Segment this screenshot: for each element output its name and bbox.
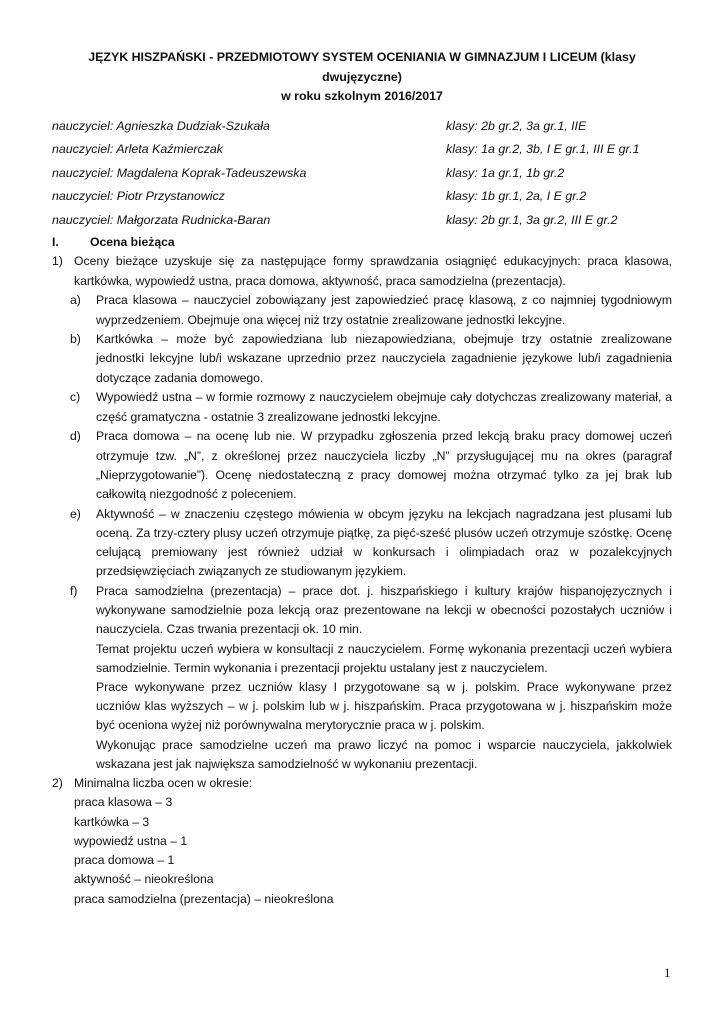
sub-text-p4: Wykonując prace samodzielne uczeń ma prawo liczyć na pomoc i wsparcie nauczyciela, jakkolwiek wskazana jest jak największa samodzielność w wykonaniu prezentacji. <box>96 737 672 771</box>
teacher-classes: klasy: 1a gr.2, 3b, I E gr.1, III E gr.1 <box>446 142 640 157</box>
teacher-classes: klasy: 1a gr.1, 1b gr.2 <box>446 165 565 180</box>
section-number: I. <box>52 235 59 250</box>
sub-item-e <box>70 505 672 582</box>
document-page <box>52 48 672 909</box>
teacher-row <box>52 185 672 209</box>
item-text: Minimalna liczba ocen w okresie: <box>74 775 253 790</box>
section-title: Ocena bieżąca <box>90 235 175 250</box>
item-number: 2) <box>52 775 63 790</box>
page-number: 1 <box>664 965 671 980</box>
item-text: Oceny bieżące uzyskuje się za następujące formy sprawdzania osiągnięć edukacyjnych: praca klasowa, kartkówka, wypowiedź ustna, praca domowa, aktywność, praca samodzielna (prezentacja). <box>74 254 672 288</box>
sub-text: Praca klasowa – nauczyciel zobowiązany jest zapowiedzieć pracę klasową, z co najmniej tygodniowym wyprzedzeniem. Obejmuje ona więcej niż trzy ostatnie zrealizowane jednostki lekcyjne. <box>96 293 672 327</box>
min-grade-entry: wypowiedź ustna – 1 <box>74 833 188 848</box>
document-title-line2: w roku szkolnym 2016/2017 <box>281 89 443 103</box>
teacher-classes: klasy: 1b gr.1, 2a, I E gr.2 <box>446 189 587 204</box>
min-grade-entry: praca domowa – 1 <box>74 853 175 868</box>
teacher-row <box>52 209 672 233</box>
teacher-name: nauczyciel: Małgorzata Rudnicka-Baran <box>52 212 271 227</box>
teacher-classes: klasy: 2b gr.1, 3a gr.2, III E gr.2 <box>446 212 618 227</box>
sub-item-f <box>70 582 672 774</box>
teachers-list <box>52 115 672 233</box>
document-title-line1: JĘZYK HISZPAŃSKI - PRZEDMIOTOWY SYSTEM OCENIANIA W GIMNAZJUM I LICEUM (klasy dwujęzyczne) <box>88 50 636 84</box>
teacher-row <box>52 162 672 186</box>
teacher-name: nauczyciel: Agnieszka Dudziak-Szukała <box>52 118 270 133</box>
sub-text-p1: Praca samodzielna (prezentacja) – prace dot. j. hiszpańskiego i kultury krajów hispanojęzycznych i wykonywane samodzielnie poza lekcją oraz prezentowane na lekcji w obecności pozostałych uczniów i nauczyciela. Czas trwania prezentacji ok. 10 min. <box>96 583 672 637</box>
sub-text: Aktywność – w znaczeniu częstego mówienia w obcym języku na lekcjach nagradzana jest plusami lub oceną. Za trzy-cztery plusy uczeń otrzymuje piątkę, za pięć-sześć plusów uczeń otrzymuje szóstkę. Ocenę celującą premiowany jest również udział w konkursach i olimpiadach oraz w pozalekcyjnych przedsięwzięciach związanych ze studiowanym językiem. <box>96 506 672 579</box>
sub-label: c) <box>70 390 81 405</box>
teacher-name: nauczyciel: Magdalena Koprak-Tadeuszewska <box>52 165 307 180</box>
sub-item-c <box>70 388 672 426</box>
sub-item-b <box>70 330 672 388</box>
item-number: 1) <box>52 254 63 269</box>
sub-label: e) <box>70 506 81 521</box>
sub-text: Wypowiedź ustna – w formie rozmowy z nauczycielem obejmuje cały dotychczas zrealizowany materiał, a część gramatyczna - ostatnie 3 zrealizowane jednostki lekcyjne. <box>96 390 672 424</box>
sub-item-a <box>70 291 672 329</box>
sub-text-p3: Prace wykonywane przez uczniów klasy I przygotowane są w j. polskim. Prace wykonywane przez uczniów klas wyższych – w j. polskim lub w j. hiszpańskim. Praca przygotowana w j. hiszpańskim może być oceniona wyżej niż porównywalna merytorycznie praca w j. polskim. <box>96 679 672 733</box>
teacher-classes: klasy: 2b gr.2, 3a gr.1, IIE <box>446 118 587 133</box>
sub-text: Praca domowa – na ocenę lub nie. W przypadku zgłoszenia przed lekcją braku pracy domowej uczeń otrzymuje tzw. „N”, z określonej przez nauczyciela liczby „N” przysługującej mu na okres (paragraf „Nieprzygotowanie”). Ocenę niedostateczną z pracy domowej można otrzymać tylko za jej brak lub całkowitą niezgodność z poleceniem. <box>96 429 672 501</box>
section-heading <box>52 233 672 252</box>
sub-label: f) <box>70 583 78 598</box>
min-grade-entry: aktywność – nieokreślona <box>74 872 214 887</box>
teacher-row <box>52 138 672 162</box>
sub-label: a) <box>70 293 81 308</box>
min-grade-entry: praca klasowa – 3 <box>74 795 173 810</box>
sub-item-d <box>70 427 672 504</box>
sub-text-p2: Temat projektu uczeń wybiera w konsultacji z nauczycielem. Formę wykonania prezentacji uczeń wybiera samodzielnie. Termin wykonania i prezentacji projektu ustalany jest z nauczycielem. <box>96 641 672 675</box>
sub-label: d) <box>70 429 81 444</box>
teacher-name: nauczyciel: Piotr Przystanowicz <box>52 189 225 204</box>
min-grade-entry: kartkówka – 3 <box>74 814 150 829</box>
list-item-1 <box>52 252 672 773</box>
teacher-name: nauczyciel: Arleta Kaźmierczak <box>52 142 224 157</box>
teacher-row <box>52 115 672 139</box>
sub-text: Kartkówka – może być zapowiedziana lub niezapowiedziana, obejmuje trzy ostatnie zrealizowane jednostki lekcyjne lub/i wskazane uprzednio przez nauczyciela zagadnienie językowe lub/i zagadnienia dotyczące zadania domowego. <box>96 332 672 385</box>
sub-label: b) <box>70 332 81 347</box>
min-grade-entry: praca samodzielna (prezentacja) – nieokreślona <box>74 891 334 906</box>
list-item-2 <box>52 774 672 909</box>
